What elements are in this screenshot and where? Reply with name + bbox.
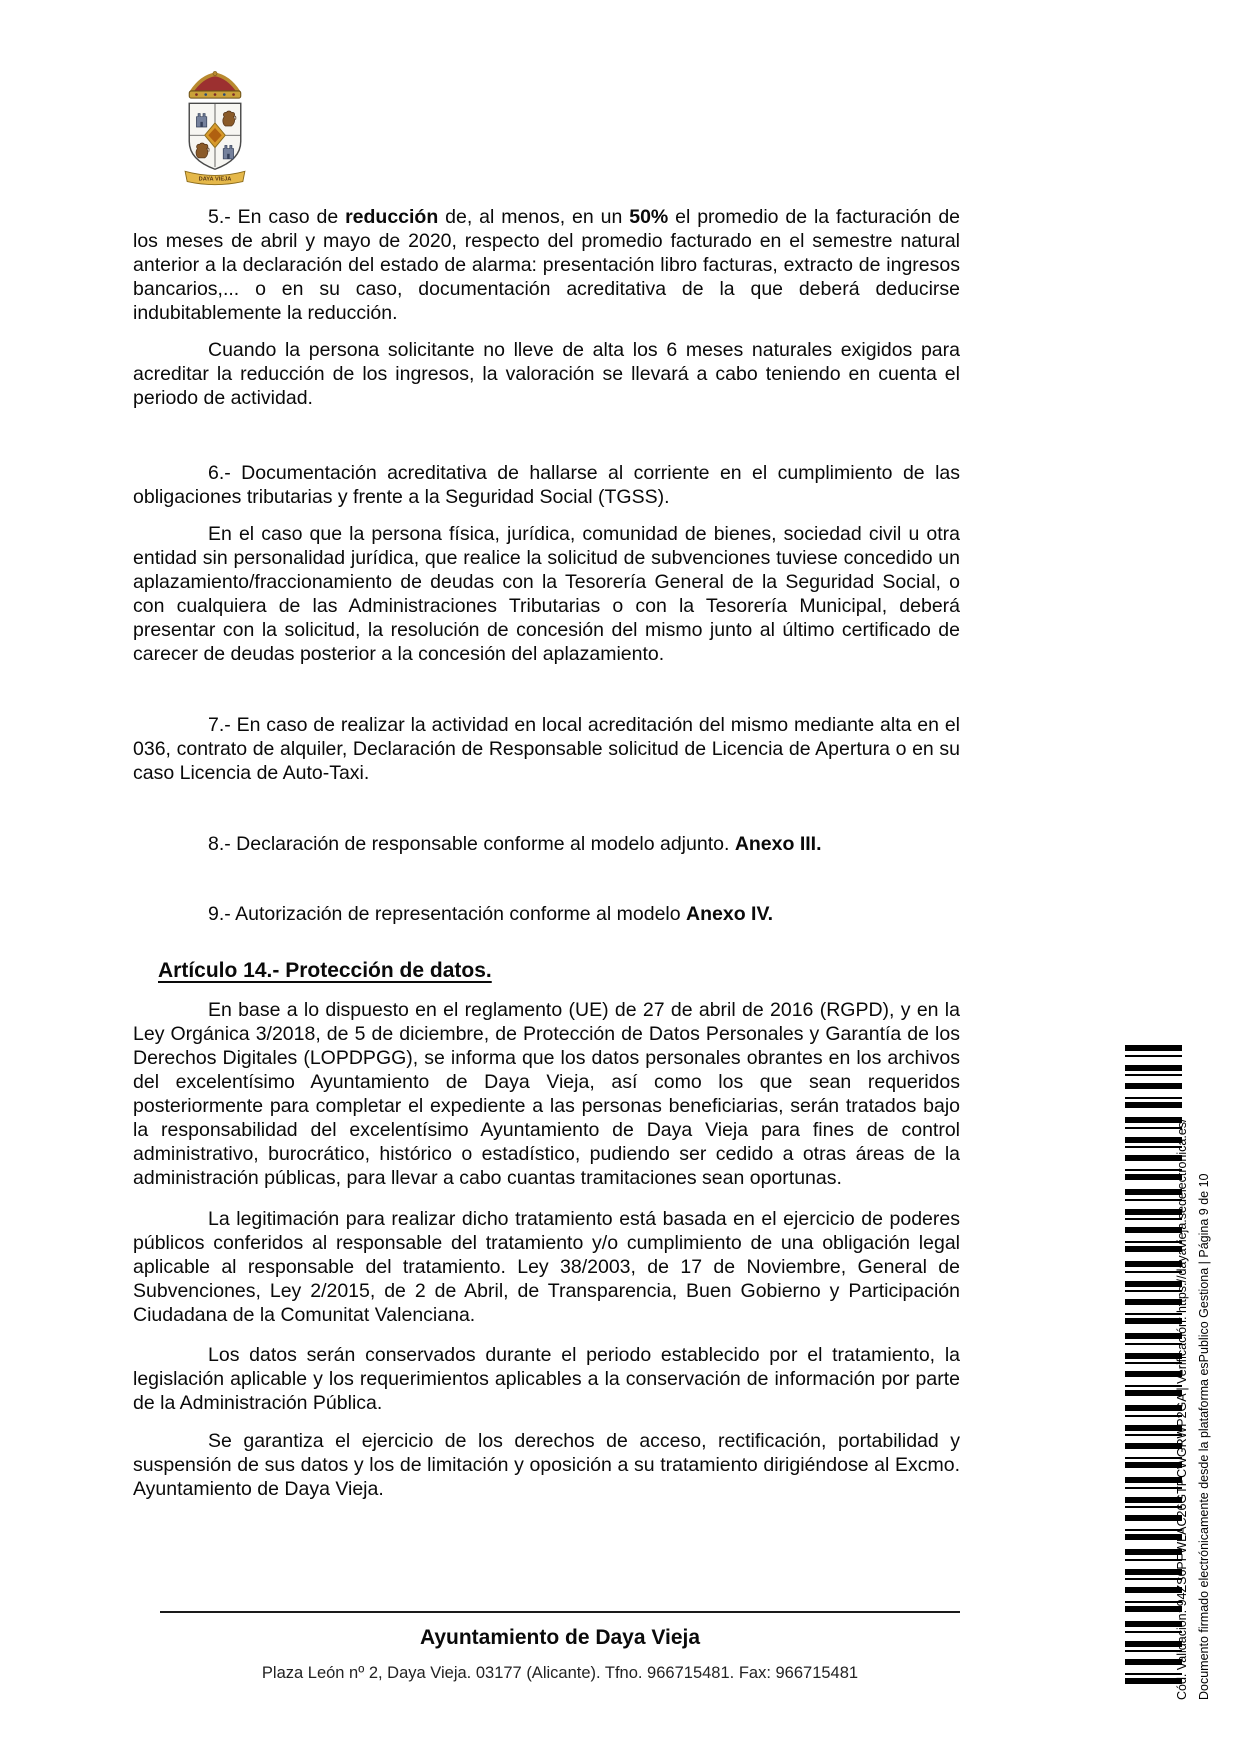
paragraph-conservacion: Los datos serán conservados durante el periodo establecido por el tratamiento, la legislación aplicable y los requerimientos aplicables a la conservación de información por parte de la Administración Pública. [133,1344,960,1414]
coat-of-arms-icon [181,68,249,186]
paragraph-7: 7.- En caso de realizar la actividad en local acreditación del mismo mediante alta en el 036, contrato de alquiler, Declaración de Responsable solicitud de Licencia de Apertura o en su caso Licencia de Auto-Taxi. [133,714,960,784]
paragraph-8: 8.- Declaración de responsable conforme al modelo adjunto. Anexo III. [208,833,822,855]
daya-vieja-coat-of-arms [181,68,249,186]
paragraph-5: 5.- En caso de reducción de, al menos, en un 50% el promedio de la facturación de los meses de abril y mayo de 2020, respecto del promedio facturado en el semestre natural anterior a la declaración del estado de alarma: presentación libro facturas, extracto de ingresos bancarios,... o en su caso, documentación acreditativa de la que deberá deducirse indubitablemente la reducción. [133,206,961,324]
paragraph-derechos: Se garantiza el ejercicio de los derechos de acceso, rectificación, portabilidad y suspensión de sus datos y los de limitación y oposición a su tratamiento dirigiéndose al Excmo. Ayuntamiento de Daya Vieja. [133,1430,960,1500]
paragraph-9: 9.- Autorización de representación conforme al modelo Anexo IV. [208,903,774,925]
validation-code-vertical-text: Cód. Validación: 94ZS6PFWLAC26GTPCWGRWP2GA | Verificación: https://dayavieja.sedelectronica.es/ [1175,1118,1189,1700]
document-body [133,205,960,1501]
article-14-heading: Artículo 14.- Protección de datos. [158,959,492,982]
crown-jewel [204,93,207,96]
paragraph-6: 6.- Documentación acreditativa de hallarse al corriente en el cumplimiento de las obligaciones tributarias y frente a la Seguridad Social (TGSS). [133,462,960,508]
footer-address: Plaza León nº 2, Daya Vieja. 03177 (Alicante). Tfno. 966715481. Fax: 966715481 [261,1664,859,1682]
paragraph-rgpd: En base a lo dispuesto en el reglamento (UE) de 27 de abril de 2016 (RGPD), y en la Ley Orgánica 3/2018, de 5 de diciembre, de Protección de Datos Personales y Garantía de los Derechos Digitales (LOPDPGG), se informa que los datos personales obrantes en los archivos del excelentísimo Ayuntamiento de Daya Vieja, así como los que sean requeridos posteriormente para completar el expediente a las personas beneficiarias, serán tratados bajo la responsabilidad del excelentísimo Ayuntamiento de Daya Vieja para fines de control administrativo, burocrático, histórico o estadístico, pudiendo ser cedido a otras áreas de la administración públicas, para llevar a cabo cuantas tramitaciones sean oportunas. [133,999,960,1189]
page-footer [160,1611,960,1683]
paragraph-6-note: En el caso que la persona física, jurídica, comunidad de bienes, sociedad civil u otra entidad sin personalidad jurídica, que realice la solicitud de subvenciones tuviese concedido un aplazamiento/fraccionamiento de deudas con la Tesorería General de la Seguridad Social, o con cualquiera de las Administraciones Tributarias o con la Tesorería Municipal, deberá presentar con la solicitud, la resolución de concesión del mismo junto al último certificado de carecer de deudas posterior a la concesión del aplazamiento. [133,523,960,665]
lion-charge [196,143,209,158]
crown-orb [213,71,217,75]
footer-title: Ayuntamiento de Daya Vieja [419,1626,701,1649]
crown-jewel [232,93,235,96]
verification-barcode [1125,1045,1182,1685]
crown-jewel [195,93,198,96]
lion-charge [223,111,236,126]
crown-jewel [214,93,217,96]
paragraph-legitimacion: La legitimación para realizar dicho tratamiento está basada en el ejercicio de poderes públicos conferidos al responsable del tratamiento y/o cumplimiento de una obligación legal aplicable al responsable del tratamiento. Ley 38/2003, de 17 de Noviembre, General de Subvenciones, Ley 2/2015, de 2 de Abril, de Transparencia, Buen Gobierno y Participación Ciudadana de la Comunitat Valenciana. [133,1208,960,1326]
banner-text: DAYA VIEJA [198,176,232,183]
paragraph-5-note: Cuando la persona solicitante no lleve de alta los 6 meses naturales exigidos para acreditar la reducción de los ingresos, la valoración se llevará a cabo teniendo en cuenta el periodo de actividad. [133,339,960,409]
crown-jewel [223,93,226,96]
signature-note-vertical-text: Documento firmado electrónicamente desde la plataforma esPublico Gestiona | Página 9 de 10 [1197,1173,1211,1700]
